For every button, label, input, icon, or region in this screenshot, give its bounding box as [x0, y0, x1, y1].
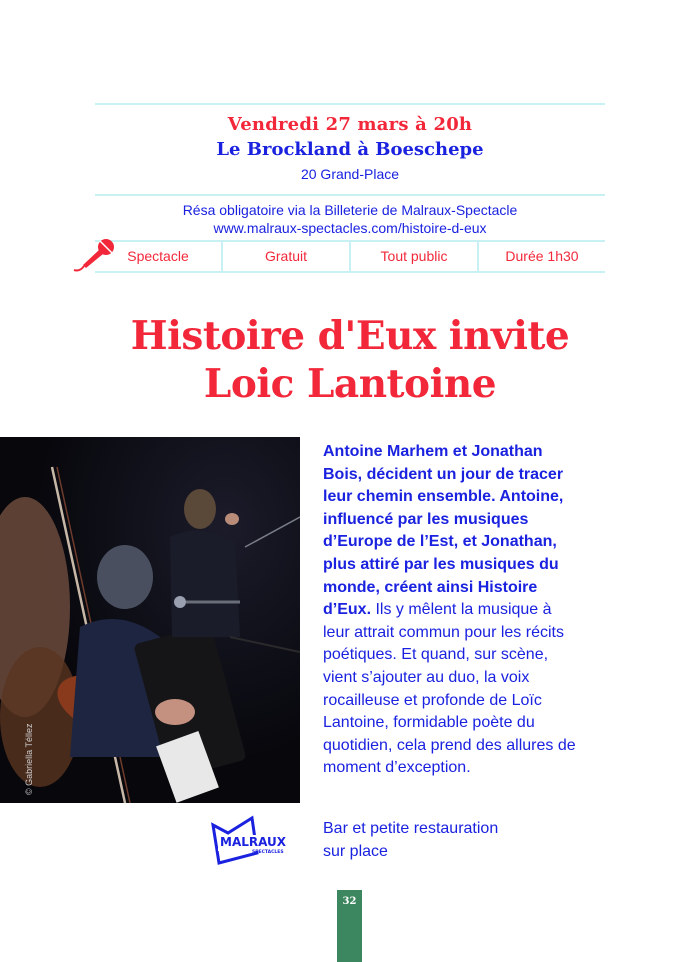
page-number: 32	[342, 896, 357, 907]
page-title	[0, 312, 700, 408]
photo-credit: © Gabriella Téllez	[24, 723, 34, 795]
page-number-tab	[337, 890, 362, 962]
extra-info	[323, 818, 498, 863]
event-description	[323, 441, 578, 780]
extra-info-line-2: sur place	[323, 842, 388, 860]
reservation-info	[0, 201, 700, 237]
event-date: Vendredi 27 mars à 20h	[227, 114, 473, 135]
concert-photo	[0, 437, 300, 803]
tag-price: Gratuit	[221, 241, 349, 271]
tags-bottom-rule	[95, 271, 605, 273]
extra-info-line-1: Bar et petite restauration	[323, 820, 499, 837]
tag-category: Spectacle	[127, 248, 189, 264]
svg-text:MALRAUX: MALRAUX	[220, 835, 287, 849]
reservation-text: Résa obligatoire via la Billeterie de Malraux-Spectacle	[182, 202, 518, 218]
middle-rule	[95, 194, 605, 196]
malraux-logo	[210, 815, 306, 865]
tag-duration: Durée 1h30	[477, 241, 605, 271]
tag-audience: Tout public	[349, 241, 477, 271]
event-tags	[95, 241, 605, 271]
event-venue: Le Brockland à Boeschepe	[216, 139, 484, 160]
title-line-2: Loic Lantoine	[203, 361, 497, 407]
event-address: 20 Grand-Place	[300, 166, 400, 182]
description-intro: Antoine Marhem et Jonathan Bois, décident un jour de tracer leur chemin ensemble. Antoine, influencé par les musiques d’Europe de l’Est, et Jonathan, plus attiré par les musiques du monde, créent ainsi Histoire d’Eux.	[323, 443, 564, 619]
reservation-link[interactable]: www.malraux-spectacles.com/histoire-d-eux	[213, 220, 487, 236]
concert-illustration	[0, 437, 300, 803]
top-rule	[95, 103, 605, 105]
description-body: Ils y mêlent la musique à leur attrait commun pour les récits poétiques. Et quand, sur scène, vient s’ajouter au duo, la voix rocailleuse et profonde de Loïc Lantoine, formidable poète du quotidien, cela prend des allures de moment d’exception.	[323, 601, 576, 777]
svg-text:SPECTACLES: SPECTACLES	[252, 850, 284, 855]
title-line-1: Histoire d'Eux invite	[130, 313, 570, 359]
malraux-logo-icon	[210, 815, 306, 865]
